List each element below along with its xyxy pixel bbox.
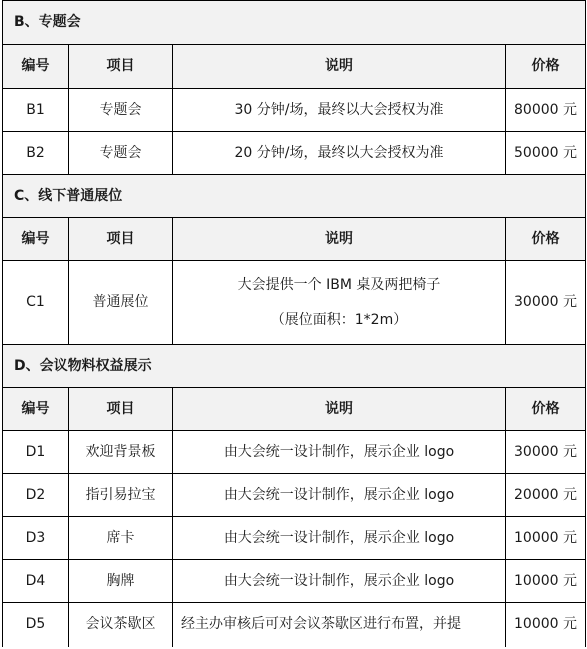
cell-code: D5 bbox=[3, 603, 69, 647]
cell-desc: 经主办审核后可对会议茶歇区进行布置，并提 bbox=[173, 603, 506, 647]
col-header-price: 价格 bbox=[506, 218, 586, 261]
table-row bbox=[3, 560, 586, 603]
col-header-desc: 说明 bbox=[173, 388, 506, 431]
cell-price: 30000 元 bbox=[506, 431, 586, 474]
cell-desc: 由大会统一设计制作，展示企业 logo bbox=[173, 474, 506, 517]
cell-price: 80000 元 bbox=[506, 89, 586, 132]
desc-line: 大会提供一个 IBM 桌及两把椅子 bbox=[237, 276, 441, 293]
cell-desc: 由大会统一设计制作，展示企业 logo bbox=[173, 431, 506, 474]
col-header-price: 价格 bbox=[506, 388, 586, 431]
cell-desc bbox=[173, 261, 506, 345]
cell-code: D4 bbox=[3, 560, 69, 603]
table-row bbox=[3, 517, 586, 560]
table-row bbox=[3, 474, 586, 517]
col-header-item: 项目 bbox=[69, 218, 173, 261]
cell-code: B2 bbox=[3, 132, 69, 175]
col-header-code: 编号 bbox=[3, 388, 69, 431]
col-header-code: 编号 bbox=[3, 218, 69, 261]
column-header-row bbox=[3, 218, 586, 261]
sponsorship-price-table bbox=[2, 0, 586, 647]
cell-code: D2 bbox=[3, 474, 69, 517]
cell-item: 会议茶歇区 bbox=[69, 603, 173, 647]
cell-item: 专题会 bbox=[69, 89, 173, 132]
column-header-row bbox=[3, 45, 586, 89]
cell-item: 席卡 bbox=[69, 517, 173, 560]
col-header-price: 价格 bbox=[506, 45, 586, 89]
cell-item: 普通展位 bbox=[69, 261, 173, 345]
col-header-desc: 说明 bbox=[173, 45, 506, 89]
cell-price: 20000 元 bbox=[506, 474, 586, 517]
section-title: D、会议物料权益展示 bbox=[3, 345, 586, 388]
table-row bbox=[3, 132, 586, 175]
cell-desc: 20 分钟/场，最终以大会授权为准 bbox=[173, 132, 506, 175]
cell-price: 10000 元 bbox=[506, 517, 586, 560]
cell-code: D1 bbox=[3, 431, 69, 474]
col-header-item: 项目 bbox=[69, 388, 173, 431]
cell-code: C1 bbox=[3, 261, 69, 345]
cell-price: 50000 元 bbox=[506, 132, 586, 175]
col-header-code: 编号 bbox=[3, 45, 69, 89]
section-header bbox=[3, 175, 586, 218]
cell-price: 10000 元 bbox=[506, 603, 586, 647]
cell-item: 专题会 bbox=[69, 132, 173, 175]
cell-price: 10000 元 bbox=[506, 560, 586, 603]
column-header-row bbox=[3, 388, 586, 431]
section-header bbox=[3, 345, 586, 388]
table-row bbox=[3, 261, 586, 345]
cell-desc: 30 分钟/场，最终以大会授权为准 bbox=[173, 89, 506, 132]
section-title: B、专题会 bbox=[3, 1, 586, 45]
cell-item: 胸牌 bbox=[69, 560, 173, 603]
col-header-desc: 说明 bbox=[173, 218, 506, 261]
desc-line: （展位面积：1*2m） bbox=[270, 311, 408, 328]
cell-item: 欢迎背景板 bbox=[69, 431, 173, 474]
table-row bbox=[3, 89, 586, 132]
col-header-item: 项目 bbox=[69, 45, 173, 89]
cell-price: 30000 元 bbox=[506, 261, 586, 345]
cell-code: D3 bbox=[3, 517, 69, 560]
cell-code: B1 bbox=[3, 89, 69, 132]
section-title: C、线下普通展位 bbox=[3, 175, 586, 218]
cell-desc: 由大会统一设计制作，展示企业 logo bbox=[173, 517, 506, 560]
section-header bbox=[3, 1, 586, 45]
table-row bbox=[3, 603, 586, 647]
cell-desc: 由大会统一设计制作，展示企业 logo bbox=[173, 560, 506, 603]
cell-item: 指引易拉宝 bbox=[69, 474, 173, 517]
table-row bbox=[3, 431, 586, 474]
